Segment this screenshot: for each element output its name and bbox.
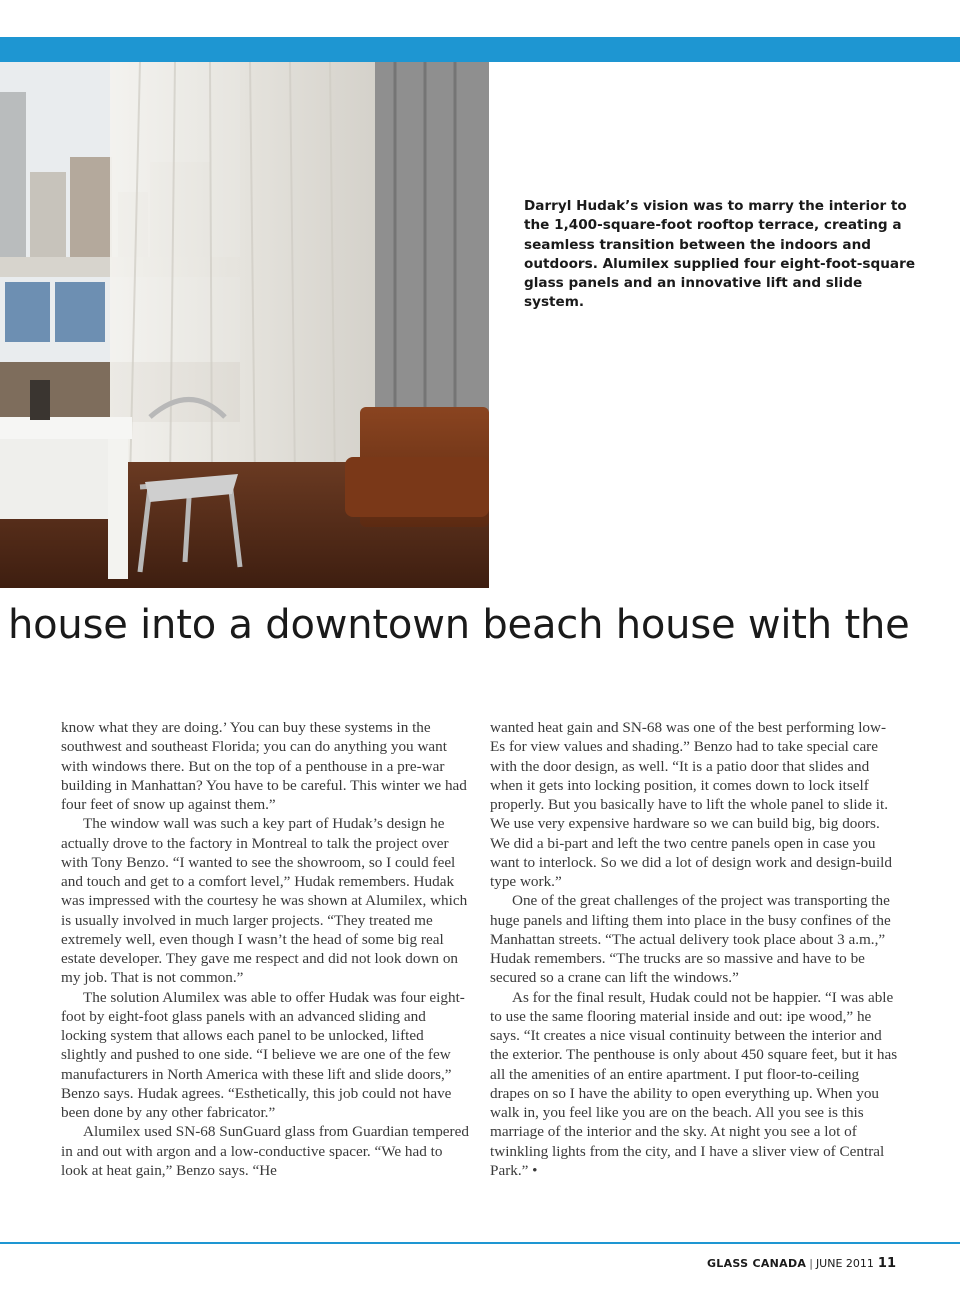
article-column-right [490,718,900,1180]
paragraph: As for the final result, Hudak could not be happier. “I was able to use the same flooring material inside and out: ipe wood,” he says. “It creates a nice visual continuity between the interior and the exterior. The penthouse is only about 450 square feet, but it has all the amenities of an entire apartment. I put floor-to-ceiling drapes on so I have the ability to open everything up. When you walk in, you feel like you are on the beach. All you see is this marriage of the interior and the sky. At night you see a lot of twinkling lights from the city, and I have a sliver view of Central Park.” • [490,988,898,1179]
paragraph: One of the great challenges of the project was transporting the huge panels and lifting them into place in the busy confines of the Manhattan streets. “The actual delivery took place about 3 a.m.,” Hudak remembers. “The trucks are so massive and have to be secured so a crane can lift the windows.” [490,892,891,987]
publication-name: GLASS CANADA [706,1257,807,1270]
page-number: 11 [877,1256,896,1271]
bottom-accent-rule [0,1242,960,1244]
paragraph: The window wall was such a key part of Hudak’s design he actually drove to the factory in Montreal to talk the project over with Tony Benzo. “I wanted to see the showroom, so I could feel and touch and get to a comfort level,” Hudak remembers. Hudak was impressed with the courtesy he was shown at Alumilex, which is usually involved in much larger projects. “They treated me extremely well, even though I wasn’t the head of some big real estate developer. They gave me respect and did not look down on my job. That is not common.” [61,815,468,987]
paragraph: know what they are doing.’ You can buy these systems in the southwest and southeast Florida; you can do anything you want with windows there. But on the top of a penthouse in a pre-war building in Manhattan? You have to be careful. This winter we had four feet of snow up against them.” [61,719,467,813]
paragraph: wanted heat gain and SN-68 was one of the best performing low-Es for view values and shading.” Benzo had to take special care with the door design, as well. “It is a patio door that slides and when it gets into locking position, it comes down to lock itself properly. But you basically have to lift the whole panel to slide it. We use very expensive hardware so we can build big, big doors. We did a bi-part and left the two centre panels open in case you want to interlock. So we did a lot of design work and design-build type work.” [490,719,892,890]
photo-illustration [0,62,489,588]
top-accent-bar [0,37,960,62]
page-footer [707,1256,896,1271]
article-headline: house into a downtown beach house with the [8,602,910,648]
footer-separator: | [809,1257,813,1270]
paragraph: Alumilex used SN-68 SunGuard glass from Guardian tempered in and out with argon and a low-conductive spacer. “We had to look at heat gain,” Benzo says. “He [61,1123,469,1179]
issue-date: JUNE 2011 [815,1257,874,1270]
article-column-left [61,718,471,1180]
photo-caption: Darryl Hudak’s vision was to marry the interior to the 1,400-square-foot rooftop terrace, creating a seamless transition between the indoors and outdoors. Alumilex supplied four eight-foot-square glass panels and an innovative lift and slide system. [524,198,916,311]
penthouse-interior-photo [0,62,489,588]
paragraph: The solution Alumilex was able to offer Hudak was four eight-foot by eight-foot glass panels with an advanced sliding and locking system that allows each panel to be unlocked, lifted slightly and pushed to one side. “I believe we are one of the few manufacturers in North America with these lift and slide doors,” Benzo says. Hudak agrees. “Esthetically, this job could not have been done by any other fabricator.” [61,988,465,1121]
